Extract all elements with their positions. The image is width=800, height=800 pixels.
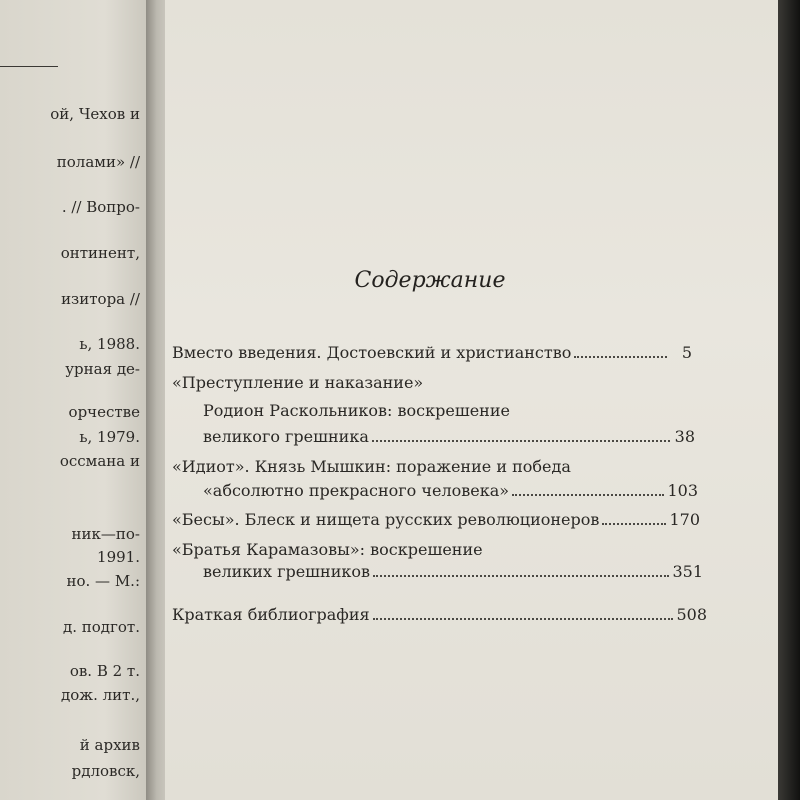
toc-entry bbox=[172, 605, 707, 624]
toc-leader-dots bbox=[574, 356, 667, 358]
left-page-line: ой, Чехов и bbox=[50, 105, 140, 123]
toc-entry-page: 5 bbox=[681, 343, 692, 362]
toc-entry-text: великих грешников bbox=[203, 562, 371, 581]
toc-leader-dots bbox=[373, 618, 674, 620]
left-page-line: изитора // bbox=[61, 290, 140, 308]
left-page-line: урная де- bbox=[65, 360, 140, 378]
left-page-line: й архив bbox=[79, 736, 140, 754]
left-page-line: ь, 1988. bbox=[79, 335, 140, 353]
left-page-line: ник—по- bbox=[71, 525, 140, 543]
toc-entry-text: Вместо введения. Достоевский и христианство bbox=[172, 343, 572, 362]
left-page-line: ь, 1979. bbox=[79, 428, 140, 446]
toc-entry-text: «Преступление и наказание» bbox=[172, 373, 424, 392]
toc-entry-text: «Бесы». Блеск и нищета русских революционеров bbox=[172, 510, 600, 529]
left-page-line: онтинент, bbox=[60, 244, 140, 262]
toc-entry-page: 351 bbox=[672, 562, 703, 581]
left-page-line: дож. лит., bbox=[61, 686, 140, 704]
toc-leader-dots bbox=[512, 494, 664, 496]
right-page bbox=[165, 0, 782, 800]
left-page-line: орчестве bbox=[68, 403, 140, 421]
left-page-line: рдловск, bbox=[71, 762, 140, 780]
toc-entry-page: 38 bbox=[674, 427, 695, 446]
toc-entry bbox=[203, 427, 695, 446]
toc-leader-dots bbox=[602, 523, 666, 525]
toc-leader-dots bbox=[372, 440, 670, 442]
left-page-line: оссмана и bbox=[59, 452, 140, 470]
toc-entry-text: «Идиот». Князь Мышкин: поражение и победа bbox=[172, 457, 571, 476]
left-page bbox=[0, 0, 150, 800]
toc-entry-text: «Братья Карамазовы»: воскрешение bbox=[172, 540, 483, 559]
left-page-line: полами» // bbox=[56, 153, 140, 171]
toc-entry bbox=[172, 510, 700, 529]
left-page-rule bbox=[0, 66, 58, 67]
left-page-line: 1991. bbox=[97, 548, 140, 566]
toc-entry-page: 508 bbox=[676, 605, 707, 624]
toc-entry-text: «абсолютно прекрасного человека» bbox=[203, 481, 510, 500]
toc-entry bbox=[172, 343, 692, 362]
toc-entry-page: 170 bbox=[669, 510, 700, 529]
toc-leader-dots bbox=[373, 575, 669, 577]
toc-entry bbox=[203, 481, 698, 500]
toc-title: Содержание bbox=[354, 268, 506, 293]
toc-entry-text: великого грешника bbox=[203, 427, 369, 446]
toc-entry-page: 103 bbox=[667, 481, 698, 500]
toc-entry-text: Краткая библиография bbox=[172, 605, 370, 624]
toc-entry bbox=[203, 562, 703, 581]
left-page-line: ов. В 2 т. bbox=[69, 662, 140, 680]
left-page-line: д. подгот. bbox=[63, 618, 140, 636]
toc-entry-text: Родион Раскольников: воскрешение bbox=[203, 401, 510, 420]
page-edge-shadow bbox=[778, 0, 800, 800]
left-page-line: . // Вопро- bbox=[61, 198, 140, 216]
left-page-line: но. — М.: bbox=[66, 572, 140, 590]
